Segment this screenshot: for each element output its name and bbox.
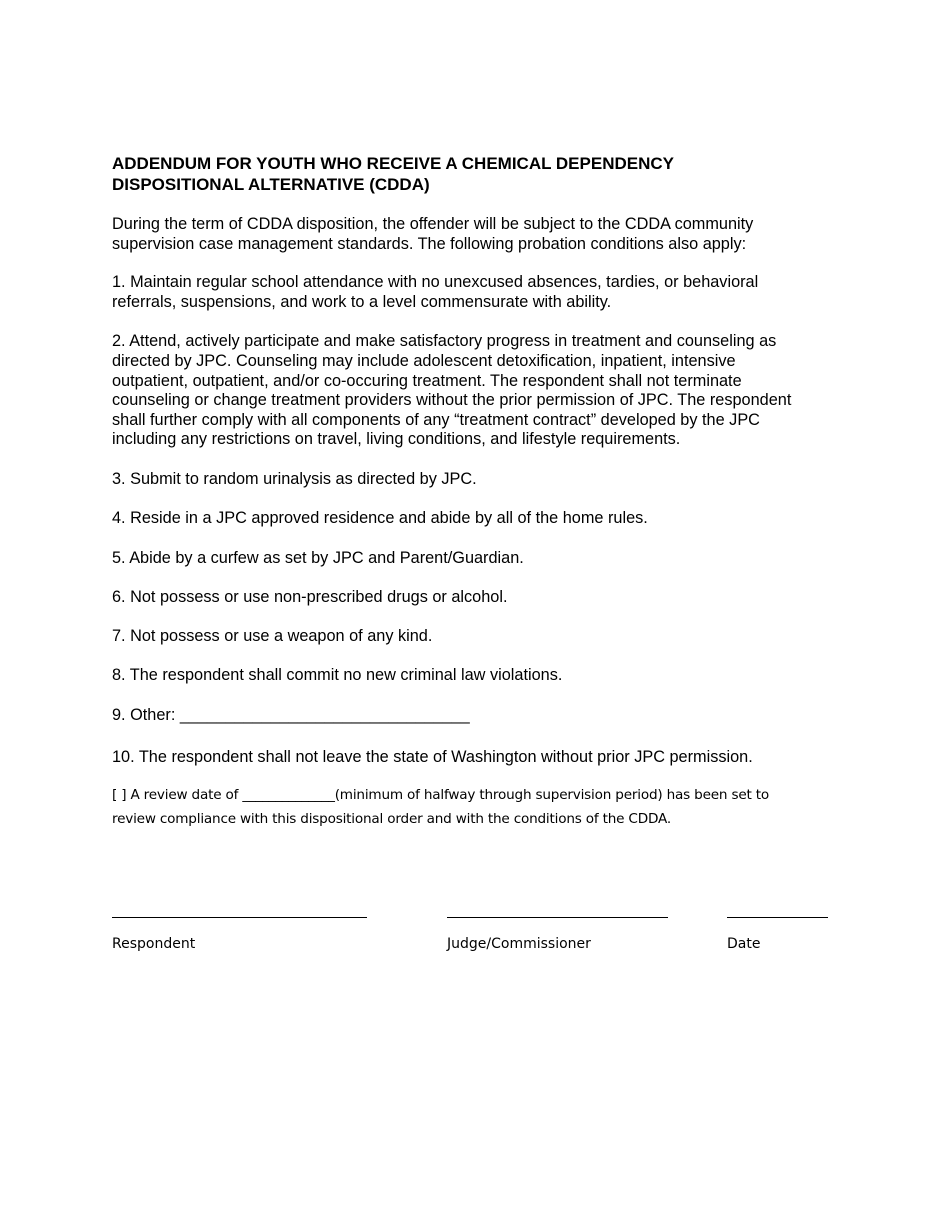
- condition-9-other: [112, 706, 842, 726]
- condition-1: [112, 273, 842, 312]
- condition-2-line-6: including any restrictions on travel, living conditions, and lifestyle requirements.: [112, 430, 681, 449]
- review-line-1[interactable]: [ ] A review date of ______________(minimum of halfway through supervision period) has been set to: [112, 787, 770, 804]
- condition-9-text[interactable]: 9. Other: ________________________________: [112, 705, 470, 724]
- respondent-label: Respondent: [112, 936, 196, 952]
- condition-3: [112, 470, 842, 490]
- condition-2-line-2: directed by JPC. Counseling may include adolescent detoxification, inpatient, intensive: [112, 351, 736, 370]
- condition-5: [112, 549, 842, 569]
- judge-commissioner-label: Judge/Commissioner: [447, 936, 591, 952]
- review-line-2: review compliance with this dispositional order and with the conditions of the CDDA.: [112, 811, 671, 828]
- respondent-signature-line[interactable]: [112, 895, 367, 918]
- condition-6-text: 6. Not possess or use non-prescribed drugs or alcohol.: [112, 587, 508, 606]
- condition-6: [112, 588, 842, 608]
- condition-7: [112, 627, 842, 647]
- condition-3-text: 3. Submit to random urinalysis as directed by JPC.: [112, 469, 477, 488]
- review-date-clause: [112, 783, 842, 831]
- title-line-2: DISPOSITIONAL ALTERNATIVE (CDDA): [112, 175, 430, 194]
- title-line-1: ADDENDUM FOR YOUTH WHO RECEIVE A CHEMICAL DEPENDENCY: [112, 154, 674, 173]
- condition-1-line-2: referrals, suspensions, and work to a level commensurate with ability.: [112, 292, 612, 311]
- condition-10-text: 10. The respondent shall not leave the state of Washington without prior JPC permission.: [112, 747, 753, 766]
- condition-4: [112, 509, 842, 529]
- document-title: [112, 153, 842, 195]
- condition-2-line-5: shall further comply with all components of any “treatment contract” developed by the JPC: [112, 410, 760, 429]
- condition-2-line-3: outpatient, outpatient, and/or co-occuring treatment. The respondent shall not terminate: [112, 371, 742, 390]
- condition-2-line-4: counseling or change treatment providers without the prior permission of JPC. The respondent: [112, 391, 792, 410]
- condition-2: [112, 332, 842, 450]
- judge-signature-line[interactable]: [447, 895, 668, 918]
- document-body: [112, 153, 842, 831]
- intro-line-2: supervision case management standards. The following probation conditions also apply:: [112, 234, 747, 253]
- date-signature-line[interactable]: [727, 895, 828, 918]
- condition-4-text: 4. Reside in a JPC approved residence and abide by all of the home rules.: [112, 509, 648, 528]
- condition-10: [112, 748, 842, 768]
- intro-paragraph: [112, 215, 842, 254]
- condition-7-text: 7. Not possess or use a weapon of any kind.: [112, 627, 433, 646]
- condition-5-text: 5. Abide by a curfew as set by JPC and Parent/Guardian.: [112, 548, 524, 567]
- condition-1-line-1: 1. Maintain regular school attendance with no unexcused absences, tardies, or behavioral: [112, 273, 759, 292]
- condition-8: [112, 666, 842, 686]
- intro-line-1: During the term of CDDA disposition, the offender will be subject to the CDDA community: [112, 215, 754, 233]
- condition-8-text: 8. The respondent shall commit no new criminal law violations.: [112, 666, 563, 685]
- condition-2-line-1: 2. Attend, actively participate and make satisfactory progress in treatment and counseling as: [112, 332, 777, 351]
- date-label: Date: [727, 936, 761, 952]
